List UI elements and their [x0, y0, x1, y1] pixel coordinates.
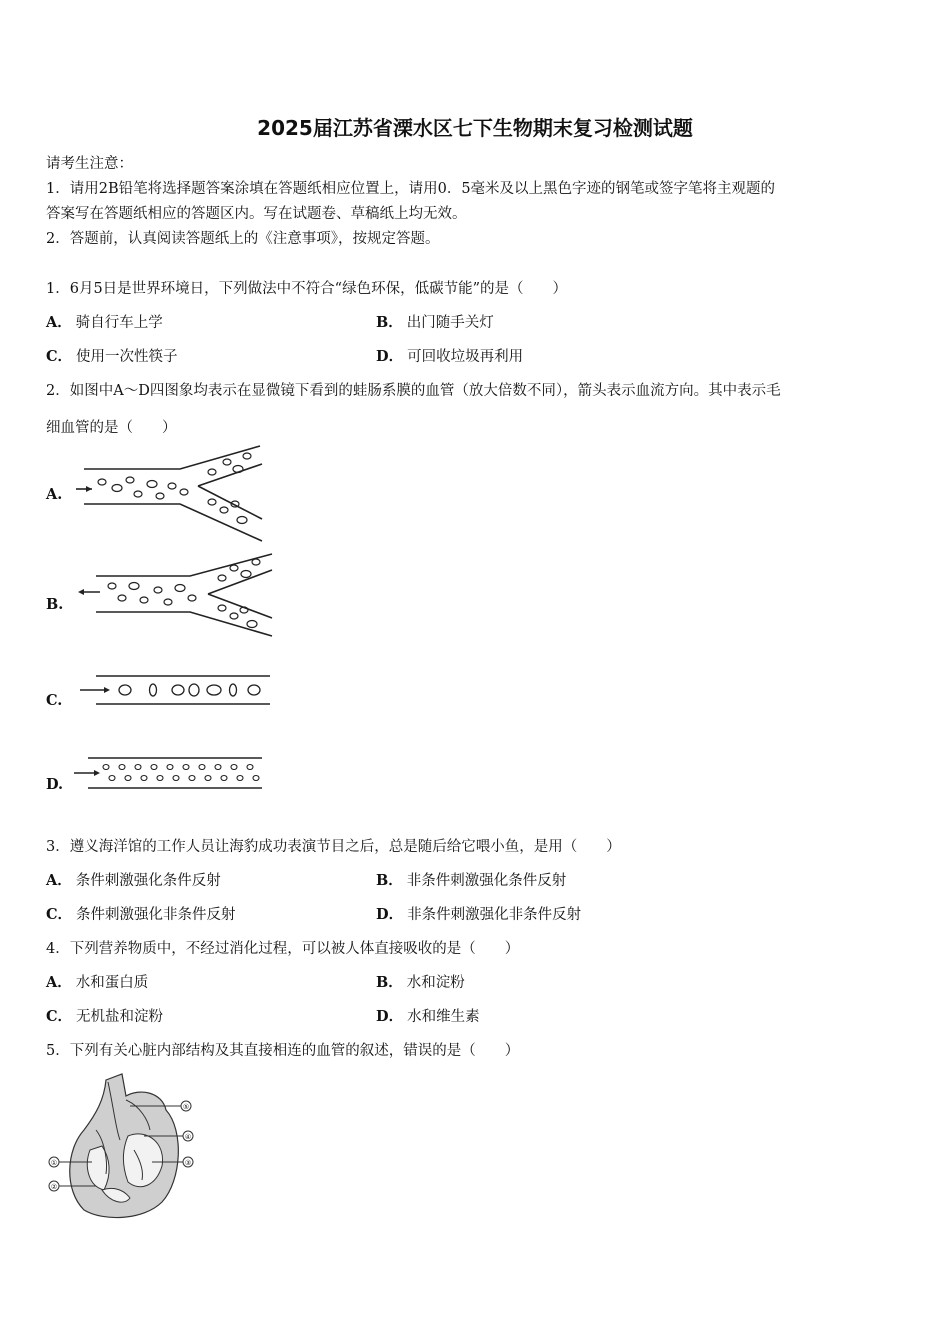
vessel-diagram-a	[72, 444, 272, 544]
q4-option-d	[376, 1005, 480, 1026]
q2-stem-2: 细血管的是（ ）	[46, 420, 177, 436]
q1-option-a	[46, 311, 163, 332]
option-text: 非条件刺激强化非条件反射	[407, 907, 582, 923]
option-label: D．	[376, 1008, 404, 1025]
q2-label-a: A.	[46, 486, 63, 503]
option-label: D．	[376, 348, 404, 365]
notice-line-2: 2．答题前，认真阅读答题纸上的《注意事项》，按规定答题。	[46, 231, 440, 247]
option-label: C．	[46, 1008, 73, 1025]
heart-label-4: ④	[184, 1133, 192, 1141]
q2-label-b: B.	[46, 596, 64, 613]
q1-stem: 1．6月5日是世界环境日，下列做法中不符合“绿色环保，低碳节能”的是（ ）	[46, 281, 567, 297]
vessel-diagram-c	[78, 670, 273, 710]
q2-label-c: C.	[46, 692, 63, 709]
notice-line-1a: 1．请用2B铅笔将选择题答案涂填在答题纸相应位置上，请用0．5毫米及以上黑色字迹的钢笔或签字笔将主观题的	[46, 181, 776, 197]
option-text: 可回收垃圾再利用	[407, 349, 524, 365]
q3-option-b	[376, 869, 566, 890]
option-text: 条件刺激强化非条件反射	[76, 907, 236, 923]
option-text: 出门随手关灯	[406, 315, 494, 331]
vessel-diagram-b	[72, 552, 277, 642]
heart-diagram	[44, 1070, 204, 1220]
q3-option-a	[46, 869, 221, 890]
option-text: 水和维生素	[407, 1009, 480, 1025]
q2-stem-1: 2．如图中A～D四图象均表示在显微镜下看到的蛙肠系膜的血管（放大倍数不同），箭头表示血流方向。其中表示毛	[46, 383, 781, 399]
q4-option-b	[376, 971, 465, 992]
page-title: 2025届江苏省溧水区七下生物期末复习检测试题	[257, 116, 693, 140]
option-label: A．	[46, 872, 72, 889]
option-label: A．	[46, 314, 72, 331]
notice-line-1b: 答案写在答题纸相应的答题区内。写在试题卷、草稿纸上均无效。	[46, 206, 467, 222]
option-label: B．	[376, 872, 403, 889]
q5-stem: 5．下列有关心脏内部结构及其直接相连的血管的叙述，错误的是（ ）	[46, 1043, 520, 1059]
heart-label-1: ①	[50, 1159, 58, 1167]
option-label: D．	[376, 906, 404, 923]
q3-option-d	[376, 903, 581, 924]
option-text: 非条件刺激强化条件反射	[406, 873, 567, 889]
option-text: 使用一次性筷子	[76, 349, 178, 365]
option-label: A．	[46, 974, 72, 991]
option-text: 无机盐和淀粉	[76, 1009, 164, 1025]
option-text: 水和淀粉	[406, 975, 465, 991]
q1-option-d	[376, 345, 523, 366]
option-label: C．	[46, 906, 73, 923]
q3-stem: 3．遵义海洋馆的工作人员让海豹成功表演节目之后，总是随后给它喂小鱼，是用（ ）	[46, 839, 621, 855]
q4-option-c	[46, 1005, 163, 1026]
option-text: 骑自行车上学	[75, 315, 163, 331]
option-label: B．	[376, 314, 403, 331]
heart-label-5: ⑤	[182, 1103, 190, 1111]
q1-option-c	[46, 345, 178, 366]
vessel-diagram-d	[72, 754, 267, 794]
heart-label-3: ③	[184, 1159, 192, 1167]
q3-option-c	[46, 903, 236, 924]
q4-option-a	[46, 971, 148, 992]
option-text: 水和蛋白质	[75, 975, 149, 991]
option-text: 条件刺激强化条件反射	[75, 873, 221, 889]
heart-label-2: ②	[50, 1183, 58, 1191]
option-label: B．	[376, 974, 403, 991]
notice-heading: 请考生注意：	[46, 156, 133, 172]
q2-label-d: D.	[46, 776, 64, 793]
q4-stem: 4．下列营养物质中，不经过消化过程，可以被人体直接吸收的是（ ）	[46, 941, 520, 957]
option-label: C．	[46, 348, 73, 365]
q1-option-b	[376, 311, 494, 332]
